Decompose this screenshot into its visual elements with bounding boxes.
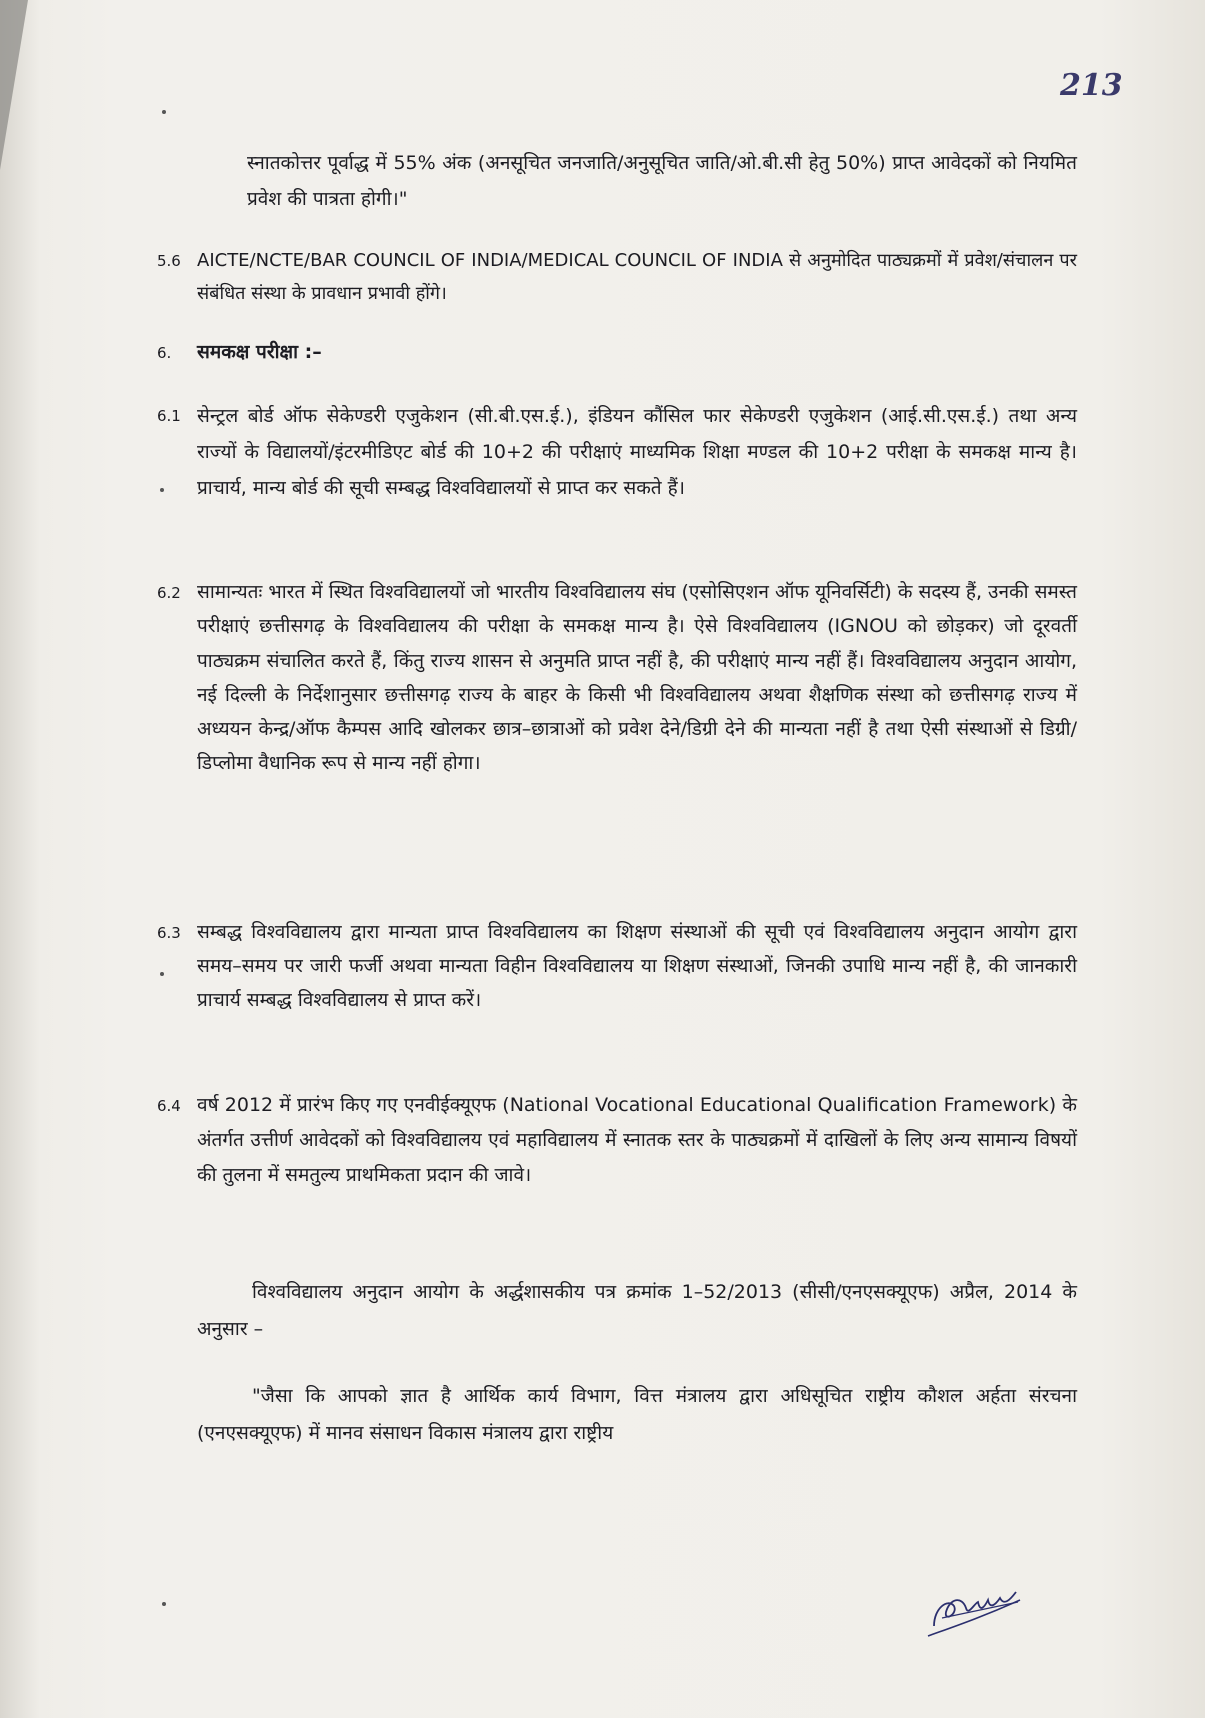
section-number-6-1: 6.1 — [157, 407, 181, 425]
scan-speck — [160, 972, 164, 976]
section-6-4-text: वर्ष 2012 में प्रारंभ किए गए एनवीईक्यूएफ (National Vocational Educational Qualification Framework) के अंतर्गत उत्तीर्ण आवेदकों को विश्वविद्यालय एवं महाविद्यालय में स्नातक स्तर के पाठ्यक्रमों में दाखिलों के लिए अन्य सामान्य विषयों की तुलना में समतुल्य प्राथमिकता प्रदान की जावे। — [197, 1094, 1077, 1186]
section-number-6: 6. — [157, 344, 172, 362]
section-number-6-3: 6.3 — [157, 924, 181, 942]
section-number-5-6: 5.6 — [157, 252, 181, 270]
section-5-6-text: AICTE/NCTE/BAR COUNCIL OF INDIA/MEDICAL COUNCIL OF INDIA से अनुमोदित पाठ्यक्रमों में प्रवेश/संचालन पर संबंधित संस्था के प्रावधान प्रभावी होंगे। — [197, 250, 1077, 304]
section-6-2-text: सामान्यतः भारत में स्थित विश्वविद्यालयों जो भारतीय विश्वविद्यालय संघ (एसोसिएशन ऑफ यूनिवर्सिटी) के सदस्य हैं, उनकी समस्त परीक्षाएं छत्तीसगढ़ के विश्वविद्यालय की परीक्षा के समकक्ष मान्य है। ऐसे विश्वविद्यालय (IGNOU को छोड़कर) जो दूरवर्ती पाठ्यक्रम संचालित करते हैं, किंतु राज्य शासन से अनुमति प्राप्त नहीं है, की परीक्षाएं मान्य नहीं हैं। विश्वविद्यालय अनुदान आयोग, नई दिल्ली के निर्देशानुसार छत्तीसगढ़ राज्य के बाहर के किसी भी विश्वविद्यालय अथवा शैक्षणिक संस्था को छत्तीसगढ़ राज्य में अध्ययन केन्द्र/ऑफ कैम्पस आदि खोलकर छात्र–छात्राओं को प्रवेश देने/डिग्री देने की मान्यता नहीं है तथा ऐसी संस्थाओं से डिग्री/डिप्लोमा वैधानिक रूप से मान्य नहीं होगा। — [197, 581, 1077, 775]
intro-paragraph: स्नातकोत्तर पूर्वाद्ध में 55% अंक (अनसूचित जनजाति/अनुसूचित जाति/ओ.बी.सी हेतु 50%) प्राप्त आवेदकों को नियमित प्रवेश की पात्रता होगी।" — [247, 152, 1077, 210]
section-number-6-2: 6.2 — [157, 584, 181, 602]
section-6-3-text: सम्बद्ध विश्वविद्यालय द्वारा मान्यता प्राप्त विश्वविद्यालय का शिक्षण संस्थाओं की सूची एवं विश्वविद्यालय अनुदान आयोग द्वारा समय–समय पर जारी फर्जी अथवा मान्यता विहीन विश्वविद्यालय या शिक्षण संस्थाओं, जिनकी उपाधि मान्य नहीं है, की जानकारी प्राचार्य सम्बद्ध विश्वविद्यालय से प्राप्त करें। — [197, 921, 1077, 1011]
section-number-6-4: 6.4 — [157, 1097, 181, 1115]
scan-speck — [162, 110, 166, 114]
ugc-letter-paragraph: विश्वविद्यालय अनुदान आयोग के अर्द्धशासकीय पत्र क्रमांक 1–52/2013 (सीसी/एनएसक्यूएफ) अप्रैल, 2014 के अनुसार – — [197, 1281, 1077, 1340]
scan-corner-shadow — [0, 0, 28, 170]
scan-speck — [162, 1602, 166, 1606]
page-number: 213 — [1060, 68, 1123, 103]
section-6-1-text: सेन्ट्रल बोर्ड ऑफ सेकेण्डरी एजुकेशन (सी.बी.एस.ई.), इंडियन कौंसिल फार सेकेण्डरी एजुकेशन (आई.सी.एस.ई.) तथा अन्य राज्यों के विद्यालयों/इंटरमीडिएट बोर्ड की 10+2 की परीक्षाएं माध्यमिक शिक्षा मण्डल की 10+2 परीक्षा के समकक्ष मान्य है। प्राचार्य, मान्य बोर्ड की सूची सम्बद्ध विश्वविद्यालयों से प्राप्त कर सकते हैं। — [197, 405, 1077, 499]
scan-speck — [160, 488, 164, 492]
section-6-heading: समकक्ष परीक्षा :– — [197, 341, 322, 363]
handwritten-signature-icon — [920, 1578, 1030, 1648]
quoted-paragraph: "जैसा कि आपको ज्ञात है आर्थिक कार्य विभाग, वित्त मंत्रालय द्वारा अधिसूचित राष्ट्रीय कौशल अर्हता संरचना (एनएसक्यूएफ) में मानव संसाधन विकास मंत्रालय द्वारा राष्ट्रीय — [197, 1385, 1077, 1444]
